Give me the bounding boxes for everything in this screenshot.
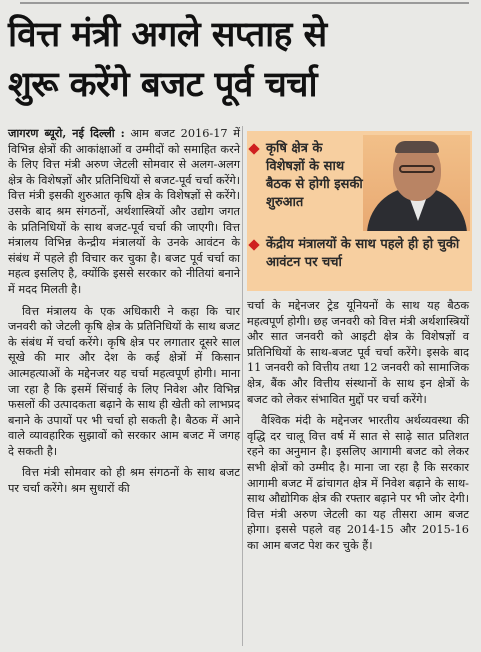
hair-shape [395, 141, 439, 153]
article-paragraph-2: वित्त मंत्रालय के एक अधिकारी ने कहा कि चार जनवरी को जेटली कृषि क्षेत्र के प्रतिनिधियों के साथ बजट के संबंध में चर्चा करेंगे। कृषि क्षेत्र पर लगातार दूसरे साल सूखे की मार और देश के कई क्षेत्रों में किसान आत्महत्याओं के मद्देनजर यह चर्चा महत्वपूर्ण होगी। माना जा रहा है कि इसमें सिंचाई के लिए निवेश और विभिन्न फसलों की उत्पादकता बढ़ाने के साथ ही खेती को लाभप्रद बनाने के उपायों पर भी चर्चा हो सकती है। बैठक में आने वाले व्यावहारिक सुझावों को सरकार आम बजट में जगह दे सकती है। [8, 304, 240, 458]
highlight-item-2 [256, 236, 466, 272]
paragraph-1-text: आम बजट 2016-17 में विभिन्न क्षेत्रों की आकांक्षाओं व उम्मीदों को समाहित करने के लिए वित्त मंत्री अरुण जेटली सोमवार से अलग-अलग क्षेत्र के विशेषज्ञों और प्रतिनिधियों से बजट-पूर्व चर्चा करेंगे। वित्त मंत्री इसकी शुरुआत कृषि क्षेत्र के विशेषज्ञों से करेंगे। उसके बाद श्रम संगठनों, अर्थशास्त्रियों और उद्योग जगत के प्रतिनिधियों के साथ बजट-पूर्व चर्चा की जाएगी। वित्त मंत्रालय विभिन्न केन्द्रीय मंत्रालयों के उनके आवंटन के संबंध में पहले ही विचार कर चुका है। बजट पूर्व चर्चा का महत्व इसलिए है, क्योंकि इससे सरकार को नीतियां बनाने में मदद मिलती है। [8, 127, 240, 296]
article-paragraph-1 [8, 126, 240, 298]
column-divider [242, 126, 243, 646]
article-column-left [8, 126, 240, 503]
article-paragraph-5: वैश्विक मंदी के मद्देनजर भारतीय अर्थव्यवस्था की वृद्धि दर चालू वित्त वर्ष में सात से साढ़े सात प्रतिशत रहने का अनुमान है। इसलिए आगामी बजट को लेकर सभी क्षेत्रों को उम्मीद है। माना जा रहा है कि सरकार आगामी बजट में ढांचागत क्षेत्र में निवेश बढ़ाने के साथ-साथ औद्योगिक क्षेत्र की रफ्तार बढ़ाने पर भी जोर देगी। वित्त मंत्री अरुण जेटली का यह तीसरा आम बजट होगा। इससे पहले वह 2014-15 और 2015-16 का आम बजट पेश कर चुके हैं। [247, 414, 469, 552]
headline [8, 10, 474, 110]
top-rule [20, 2, 469, 4]
highlight-item-1 [256, 140, 364, 212]
headline-line-1: वित्त मंत्री अगले सप्ताह से [8, 15, 327, 55]
highlight-item-2-text: केंद्रीय मंत्रालयों के साथ पहले ही हो चुकी आवंटन पर चर्चा [266, 237, 460, 270]
article-paragraph-4: चर्चा के मद्देनजर ट्रेड यूनियनों के साथ यह बैठक महत्वपूर्ण होगी। छह जनवरी को वित्त मंत्री अर्थशास्त्रियों और सात जनवरी को आइटी क्षेत्र के विशेषज्ञों व प्रतिनिधियों के साथ-बजट पूर्व चर्चा करेंगे। इसके बाद 11 जनवरी को वित्तीय तथा 12 जनवरी को सामाजिक क्षेत्र, बैंक और वित्तीय संस्थानों के साथ इन क्षेत्रों के बजट को लेकर संभावित मुद्दों पर चर्चा करेंगे। [247, 299, 469, 406]
highlight-item-1-text: कृषि क्षेत्र के विशेषज्ञों के साथ बैठक से होगी इसकी शुरुआत [266, 141, 363, 210]
article-column-right [247, 298, 469, 560]
headline-line-2: शुरू करेंगे बजट पूर्व चर्चा [8, 65, 318, 105]
glasses-icon [399, 165, 435, 173]
dateline: जागरण ब्यूरो, नई दिल्ली : [8, 126, 125, 140]
finance-minister-photo [363, 135, 470, 231]
article-paragraph-3: वित्त मंत्री सोमवार को ही श्रम संगठनों के साथ बजट पर चर्चा करेंगे। श्रम सुधारों की [8, 466, 240, 496]
